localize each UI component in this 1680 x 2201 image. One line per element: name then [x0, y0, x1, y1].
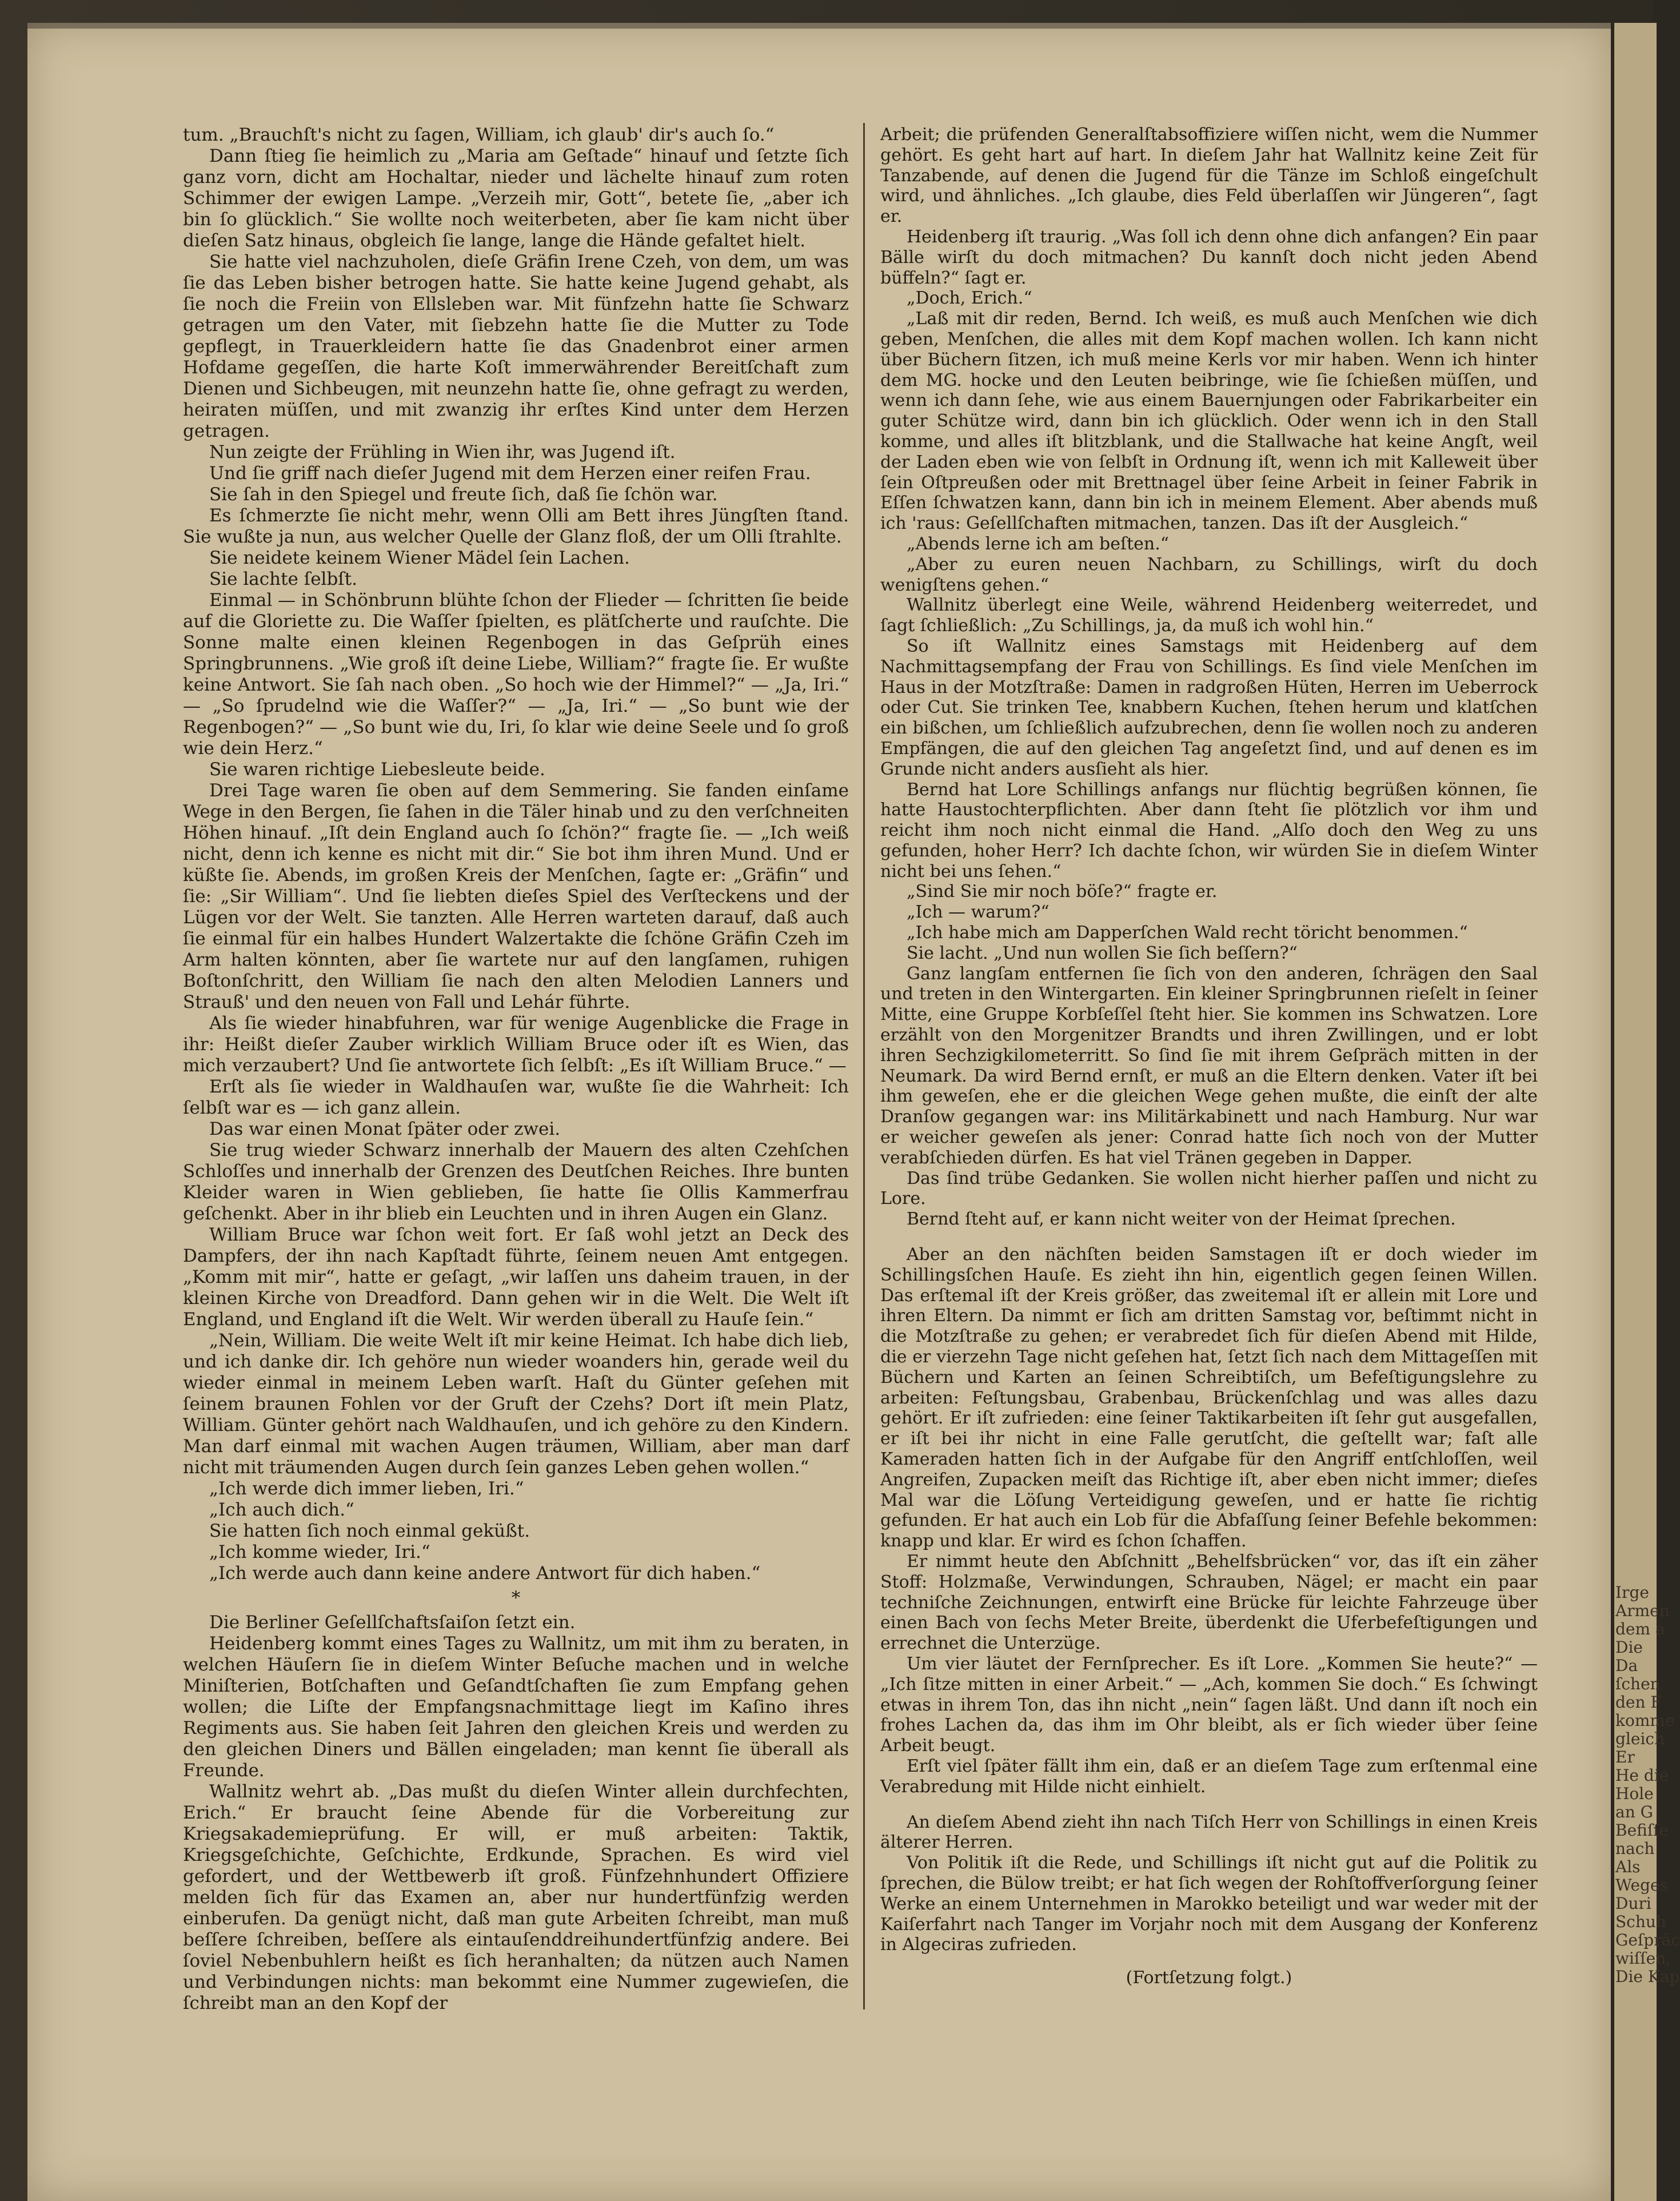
edge-text-line: He die [1615, 1766, 1669, 1785]
edge-text-line: Die Kap [1615, 1967, 1680, 1986]
paragraph: „Nein, William. Die weite Welt iſt mir keine Heimat. Ich habe dich lieb, und ich danke dir. Ich gehöre nun wieder woanders hin, gerade weil du wieder einmal in meinem Leben warſt. Haſt du Günter geſehen mit ſeinem braunen Fohlen vor der Gruft der Czehs? Dort iſt mein Platz, William. Günter gehört nach Waldhauſen, und ich gehöre zu den Kindern. Man darf einmal mit wachen Augen träumen, William, aber man darf nicht mit träumenden Augen durch ſein ganzes Leben gehen wollen.“ [183, 1330, 849, 1478]
paragraph: Aber an den nächſten beiden Samstagen iſt er doch wieder im Schillingsſchen Hauſe. Es zieht ihn hin, eigentlich gegen ſeinen Willen. Das erſtemal iſt der Kreis größer, das zweitemal iſt er allein mit Lore und ihren Eltern. Da nimmt er ſich am dritten Samstag vor, beſtimmt nicht in die Motzſtraße zu gehen; er verabredet ſich für dieſen Abend mit Hilde, die er vierzehn Tage nicht geſehen hat, ſetzt ſich nach dem Mittageſſen mit Büchern und Karten an ſeinen Schreibtiſch, um Befeſtigungslehre zu arbeiten: Feſtungsbau, Grabenbau, Brückenſchlag und was alles dazu gehört. Er iſt zufrieden: eine ſeiner Taktikarbeiten iſt ſehr gut ausgefallen, er iſt bei ihr nicht in eine Falle gerutſcht, die geſtellt war; faſt alle Kameraden hatten ſich in der Aufgabe für den Angriff entſchloſſen, weil Angreifen, Zupacken meiſt das Richtige iſt, aber eben nicht immer; dieſes Mal war die Löſung Verteidigung geweſen, und er hatte ſie richtig gefunden. Er hat auch ein Lob für die Abfaſſung ſeiner Befehle bekommen: knapp und klar. Er wird es ſchon ſchaffen. [880, 1245, 1538, 1552]
edge-text-line: dem a [1615, 1620, 1665, 1638]
paragraph: „Ich werde auch dann keine andere Antwort für dich haben.“ [209, 1563, 761, 1584]
paragraph: „Laß mit dir reden, Bernd. Ich weiß, es muß auch Menſchen wie dich geben, Menſchen, die alles mit dem Kopf machen wollen. Ich kann nicht über Büchern ſitzen, ich muß meine Kerls vor mir haben. Wenn ich hinter dem MG. hocke und den Leuten beibringe, wie ſie ſchießen müſſen, und wenn ich dann ſehe, wie aus einem Bauernjungen oder Fabrikarbeiter ein guter Schütze wird, dann bin ich glücklich. Oder wenn ich in den Stall komme, und alles iſt blitzblank, und die Stallwache hat keine Angſt, weil der Laden eben wie von ſelbſt in Ordnung iſt, wenn ich mit Kalleweit über ſein Oſtpreußen oder mit Brettnagel über ſeine Arbeit in ſeiner Fabrik in Eſſen ſchwatzen kann, dann bin ich in meinem Element. Aber abends muß ich 'raus: Geſellſchaften mitmachen, tanzen. Das iſt der Ausgleich.“ [880, 309, 1538, 534]
edge-text-line: Schuh [1615, 1912, 1666, 1931]
paragraph: „Ich — warum?“ [907, 902, 1049, 923]
paragraph: Arbeit; die prüfenden Generalſtabsoffiziere wiſſen nicht, wem die Nummer gehört. Es geht hart auf hart. In dieſem Jahr hat Wallnitz keine Zeit für Tanzabende, auf denen die Jugend für die Tänze im Schloß eingeſchult wird, und ähnliches. „Ich glaube, dies Feld überlaſſen wir Jüngeren“, ſagt er. [880, 125, 1538, 227]
paragraph: Die Berliner Geſellſchaftsſaiſon ſetzt ein. [209, 1612, 576, 1633]
edge-text-line: Als [1615, 1857, 1641, 1876]
paragraph: Heidenberg kommt eines Tages zu Wallnitz, um mit ihm zu beraten, in welchen Häuſern ſie in dieſem Winter Beſuche machen und in welche Miniſterien, Botſchaften und Geſandtſchaften ſie zum Empfang gehen wollen; die Liſte der Empfangsnachmittage liegt im Kaſino ihres Regiments aus. Sie haben ſeit Jahren den gleichen Kreis und werden zu den gleichen Diners und Bällen eingeladen; man kennt ſie überall als Freunde. [183, 1633, 849, 1781]
paragraph: Er nimmt heute den Abſchnitt „Behelfsbrücken“ vor, das iſt ein zäher Stoff: Holzmaße, Verwindungen, Schrauben, Nägel; er macht ein paar techniſche Zeichnungen, entwirft eine Brücke für leichte Fahrzeuge über einen Bach von ſechs Meter Breite, überdenkt die Uferbefeſtigungen und errechnet die Unterzüge. [880, 1551, 1538, 1654]
paragraph: „Doch, Erich.“ [907, 288, 1032, 309]
edge-text-line: an G [1615, 1803, 1653, 1821]
paragraph: Sie hatten ſich noch einmal geküßt. [209, 1521, 530, 1541]
paragraph: „Aber zu euren neuen Nachbarn, zu Schillings, wirſt du doch wenigſtens gehen.“ [880, 554, 1538, 595]
paragraph: Als ſie wieder hinabfuhren, war für wenige Augenblicke die Frage in ihr: Heißt dieſer Zauber wirklich William Bruce oder iſt es Wien, das mich verzaubert? Und ſie antwortete ſich ſelbſt: „Es iſt William Bruce.“ — [183, 1013, 849, 1076]
paragraph: Um vier läutet der Fernſprecher. Es iſt Lore. „Kommen Sie heute?“ — „Ich ſitze mitten in einer Arbeit.“ — „Ach, kommen Sie doch.“ Es ſchwingt etwas in ihrem Ton, das ihn nicht „nein“ ſagen läßt. Und dann iſt noch ein frohes Lachen da, das ihm im Ohr bleibt, als er ſich wieder über ſeine Arbeit beugt. [880, 1653, 1538, 1756]
edge-text-line: wiſſen, [1615, 1949, 1671, 1968]
edge-text-line: Armen [1615, 1601, 1670, 1620]
edge-text-line: nach [1615, 1839, 1655, 1858]
edge-text-line: Weges [1615, 1876, 1668, 1895]
paragraph: Nun zeigte der Frühling in Wien ihr, was Jugend iſt. [209, 442, 676, 462]
edge-text-line: Da [1615, 1656, 1638, 1675]
paragraph: Und ſie griff nach dieſer Jugend mit dem Herzen einer reifen Frau. [209, 463, 811, 484]
paragraph: Das ſind trübe Gedanken. Sie wollen nicht hierher paſſen und nicht zu Lore. [880, 1168, 1538, 1209]
edge-text-line: Geſpräc [1615, 1931, 1680, 1949]
paragraph: Sie neidete keinem Wiener Mädel ſein Lachen. [209, 548, 630, 568]
paragraph: Einmal — in Schönbrunn blühte ſchon der Flieder — ſchritten ſie beide auf die Gloriette zu. Die Waſſer ſpielten, es plätſcherte und rauſchte. Die Sonne malte einen kleinen Regenbogen in das Geſprüh eines Springbrunnens. „Wie groß iſt deine Liebe, William?“ fragte ſie. Er wußte keine Antwort. Sie ſah nach oben. „So hoch wie der Himmel?“ — „Ja, Iri.“ — „So ſprudelnd wie die Waſſer?“ — „Ja, Iri.“ — „So bunt wie der Regenbogen?“ — „So bunt wie du, Iri, ſo klar wie deine Seele und ſo groß wie dein Herz.“ [183, 590, 849, 759]
paragraph: „Abends lerne ich am beſten.“ [907, 533, 1170, 554]
paragraph: So iſt Wallnitz eines Samstags mit Heidenberg auf dem Nachmittagsempfang der Frau von Schillings. Es ſind viele Menſchen im Haus in der Motzſtraße: Damen in radgroßen Hüten, Herren im Ueberrock oder Cut. Sie trinken Tee, knabbern Kuchen, ſtehen herum und klatſchen ein bißchen, um ſchließlich aufzubrechen, denn ſie wollen noch zu anderen Empfängen, die auf den gleichen Tag angeſetzt ſind, und auf denen es im Grunde nicht anders ausſieht als hier. [880, 636, 1538, 779]
top-rule [27, 23, 1611, 29]
paragraph: Wallnitz wehrt ab. „Das mußt du dieſen Winter allein durchfechten, Erich.“ Er braucht ſeine Abende für die Vorbereitung zur Kriegsakademieprüfung. Er will, er muß arbeiten: Taktik, Kriegsgeſchichte, Geſchichte, Erdkunde, Sprachen. Es wird viel gefordert, und der Wettbewerb iſt groß. Fünfzehnhundert Offiziere melden ſich für das Examen an, aber nur hundertfünfzig werden einberufen. Da genügt nicht, daß man gute Arbeiten ſchreibt, man muß beſſere ſchreiben, beſſere als eintauſenddreihundertfünfzig andere. Bei ſoviel Nebenbuhlern heißt es ſich heranhalten; da nützen auch Namen und Verbindungen nichts: man bekommt eine Nummer zugewieſen, die ſchreibt man an den Kopf der [183, 1781, 849, 2013]
paragraph: Sie hatte viel nachzuholen, dieſe Gräfin Irene Czeh, von dem, um was ſie das Leben bisher betrogen hatte. Sie hatte keine Jugend gehabt, als ſie noch die Freiin von Ellsleben war. Mit fünfzehn hatte ſie Schwarz getragen um den Vater, mit ſiebzehn hatte ſie die Mutter zu Tode gepflegt, in Trauerkleidern hatte ſie das Gnadenbrot einer armen Hofdame gegeſſen, die harte Koſt immerwährender Bereitſchaft zum Dienen und Sichbeugen, mit neunzehn hatte ſie, ohne gefragt zu werden, heiraten müſſen, und mit zwanzig ihr erſtes Kind unter dem Herzen getragen. [183, 252, 849, 441]
paragraph: Sie ſah in den Spiegel und freute ſich, daß ſie ſchön war. [209, 484, 718, 505]
paragraph: „Ich werde dich immer lieben, Iri.“ [209, 1478, 524, 1499]
paragraph: tum. „Brauchſt's nicht zu ſagen, William, ich glaub' dir's auch ſo.“ [183, 125, 775, 145]
paragraph: Erſt als ſie wieder in Waldhauſen war, wußte ſie die Wahrheit: Ich ſelbſt war es — ich ganz allein. [183, 1076, 849, 1118]
paragraph: Sie lachte ſelbſt. [209, 569, 358, 589]
text-column-right [880, 125, 1538, 1988]
paragraph: Heidenberg iſt traurig. „Was ſoll ich denn ohne dich anfangen? Ein paar Bälle wirſt du doch mitmachen? Du kannſt doch nicht jeden Abend büffeln?“ ſagt er. [880, 226, 1538, 288]
paragraph: Bernd hat Lore Schillings anfangs nur flüchtig begrüßen können, ſie hatte Haustochterpflichten. Aber dann ſteht ſie plötzlich vor ihm und reicht ihm noch nicht einmal die Hand. „Alſo doch den Weg zu uns gefunden, hoher Herr? Ich dachte ſchon, wir würden Sie in dieſem Winter nicht bei uns ſehen.“ [880, 779, 1538, 882]
paragraph: „Ich komme wieder, Iri.“ [209, 1542, 430, 1562]
paragraph: (Fortſetzung folgt.) [1126, 1968, 1292, 1988]
edge-text-line: ſchen [1615, 1674, 1661, 1693]
text-column-left [183, 125, 849, 2014]
paragraph: Drei Tage waren ſie oben auf dem Semmering. Sie fanden einſame Wege in den Bergen, ſie ſahen in die Täler hinab und zu den verſchneiten Höhen hinauf. „Iſt dein England auch ſo ſchön?“ fragte ſie. — „Ich weiß nicht, denn ich kenne es nicht mit dir.“ Sie bot ihm ihren Mund. Und er küßte ſie. Abends, im großen Kreis der Menſchen, ſagte er: „Gräfin“ und ſie: „Sir William“. Und ſie liebten dieſes Spiel des Verſteckens und der Lügen vor der Welt. Sie tanzten. Alle Herren warteten darauf, daß auch ſie einmal für ein halbes Hundert Walzertakte die ſchöne Gräfin Czeh im Arm halten könnten, aber ſie wartete nur auf den langſamen, ruhigen Boſtonſchritt, den William ſie nach den alten Melodien Lanners und Strauß' und den neuen von Fall und Lehár führte. [183, 780, 849, 1012]
edge-text-line: gleich [1615, 1729, 1665, 1748]
paragraph: Erſt viel ſpäter fällt ihm ein, daß er an dieſem Tage zum erſtenmal eine Verabredung mit Hilde nicht einhielt. [880, 1756, 1538, 1797]
edge-text-line: Er [1615, 1748, 1635, 1767]
paragraph: Ganz langſam entfernen ſie ſich von den anderen, ſchrägen den Saal und treten in den Wintergarten. Ein kleiner Springbrunnen rieſelt in ſeiner Mitte, eine Gruppe Korbſeſſel ſteht hier. Sie kommen ins Schwatzen. Lore erzählt von den Morgenitzer Brandts und ihren Zwillingen, und er lobt ihren Sechzigkilometerritt. So ſind ſie mit ihrem Geſpräch mitten in der Neumark. Da wird Bernd ernſt, er muß an die Eltern denken. Vater iſt bei ihm geweſen, ehe er die gleichen Wege gehen mußte, die einſt der alte Dranſow gegangen war: ins Militärkabinett und nach Hamburg. Nur war er weicher geweſen als jener: Conrad hatte ſich noch von der Mutter verabſchieden dürfen. Es hat viel Tränen gegeben in Dapper. [880, 963, 1538, 1168]
paragraph: Sie waren richtige Liebesleute beide. [209, 759, 545, 780]
paragraph: Sie trug wieder Schwarz innerhalb der Mauern des alten Czehſchen Schloſſes und innerhalb der Grenzen des Deutſchen Reiches. Ihre bunten Kleider waren in Wien geblieben, ſie hatte ſie Ollis Kammerfrau geſchenkt. Aber in ihr blieb ein Leuchten und in ihren Augen ein Glanz. [183, 1140, 849, 1224]
adjacent-page-text-fragment [1615, 1583, 1680, 1995]
paragraph: William Bruce war ſchon weit fort. Er ſaß wohl jetzt an Deck des Dampfers, der ihn nach Kapſtadt führte, ſeinem neuen Amt entgegen. „Komm mit mir“, hatte er geſagt, „wir laſſen uns daheim trauen, in der kleinen Kirche von Dreadford. Dann gehen wir in die Welt. Die Welt iſt England, und England iſt die Welt. Wir werden überall zu Hauſe ſein.“ [183, 1225, 849, 1330]
edge-text-line: komme [1615, 1711, 1675, 1730]
edge-text-line: Die [1615, 1638, 1643, 1657]
paragraph: Das war einen Monat ſpäter oder zwei. [209, 1119, 561, 1139]
edge-text-line: den F [1615, 1693, 1662, 1712]
paragraph: Wallnitz überlegt eine Weile, während Heidenberg weiterredet, und ſagt ſchließlich: „Zu Schillings, ja, da muß ich wohl hin.“ [880, 595, 1538, 636]
paragraph: „Sind Sie mir noch böſe?“ fragte er. [907, 882, 1218, 902]
edge-text-line: Duri [1615, 1894, 1651, 1913]
paragraph: * [511, 1588, 521, 1608]
edge-text-line: Befiſſe [1615, 1821, 1669, 1840]
paragraph: Es ſchmerzte ſie nicht mehr, wenn Olli am Bett ihres Jüngſten ſtand. Sie wußte ja nun, aus welcher Quelle der Glanz floß, der um Olli ſtrahlte. [183, 505, 849, 547]
edge-text-line: Irge [1615, 1583, 1649, 1602]
paragraph: „Ich auch dich.“ [209, 1500, 354, 1520]
edge-text-line: Hole [1615, 1784, 1654, 1803]
paragraph: Von Politik iſt die Rede, und Schillings iſt nicht gut auf die Politik zu ſprechen, die Bülow treibt; er hat ſich wegen der Rohſtoffverſorgung ſeiner Werke an einem Unternehmen in Marokko beteiligt und war weder mit der Kaiſerfahrt nach Tanger im Vorjahr noch mit dem Ausgang der Konferenz in Algeciras zufrieden. [880, 1853, 1538, 1955]
paragraph: „Ich habe mich am Dapperſchen Wald recht töricht benommen.“ [907, 923, 1468, 943]
column-divider [863, 123, 865, 2009]
paragraph: Bernd ſteht auf, er kann nicht weiter von der Heimat ſprechen. [907, 1209, 1456, 1230]
paragraph: Dann ſtieg ſie heimlich zu „Maria am Geſtade“ hinauf und ſetzte ſich ganz vorn, dicht am Hochaltar, nieder und lächelte hinauf zum roten Schimmer der ewigen Lampe. „Verzeih mir, Gott“, betete ſie, „aber ich bin ſo glücklich.“ Sie wollte noch weiterbeten, aber ſie kam nicht über dieſen Satz hinaus, obgleich ſie lange, lange die Hände gefaltet hielt. [183, 146, 849, 251]
paragraph: An dieſem Abend zieht ihn nach Tiſch Herr von Schillings in einen Kreis älterer Herren. [880, 1812, 1538, 1853]
paragraph: Sie lacht. „Und nun wollen Sie ſich beſſern?“ [907, 943, 1298, 963]
